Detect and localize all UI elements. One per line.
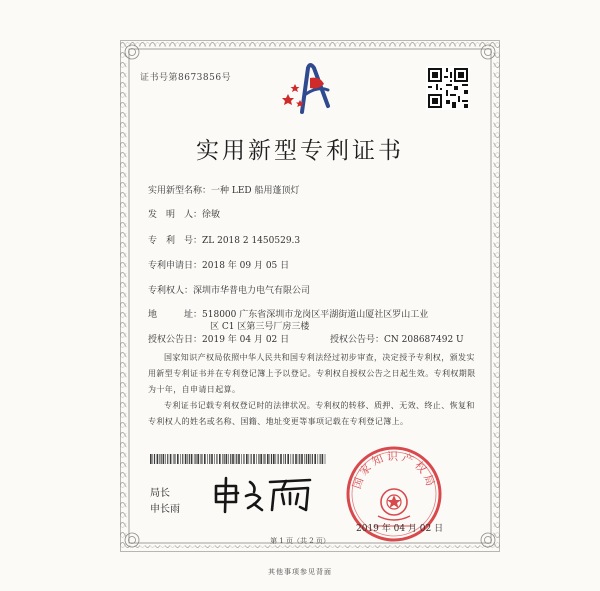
seal-date: 2019 年 04 月 02 日 (356, 524, 444, 534)
field-value: 区 C1 区第三号厂房三楼 (210, 322, 310, 332)
field-value: ZL 2018 2 1450529.3 (202, 236, 301, 246)
field-value: 2018 年 09 月 05 日 (202, 261, 290, 271)
field-inventor (148, 207, 220, 220)
signature-name: 申长雨 (150, 504, 180, 515)
field-label: 发 明 人： (148, 210, 203, 220)
field-label: 实用新型名称： (148, 186, 212, 196)
certificate-title: 实用新型专利证书 (196, 138, 404, 164)
signature-role-title: 局长 (150, 488, 170, 499)
field-label: 专 利 号： (148, 236, 203, 246)
certificate-number: 证书号第8673856号 (140, 73, 232, 83)
field-value: CN 208687492 U (384, 335, 464, 345)
field-address-line-2 (210, 319, 309, 332)
field-value: 一种 LED 船用蓬顶灯 (211, 186, 300, 196)
cnipa-logo-icon (280, 58, 340, 118)
back-note: 其他事项参见背面 (268, 568, 332, 576)
field-label: 专利申请日： (148, 261, 203, 271)
field-label: 地 址： (148, 310, 203, 320)
field-application-date (148, 258, 289, 271)
field-value: 2019 年 04 月 02 日 (202, 335, 290, 345)
svg-text:国家知识产权局 (350, 450, 438, 491)
field-utility-model-name (148, 183, 300, 196)
field-patent-number (148, 233, 300, 246)
field-value: 深圳市华普电力电气有限公司 (193, 286, 311, 296)
notice-paragraph-1: 国家知识产权局依照中华人民共和国专利法经过初步审查，决定授予专利权，颁发实用新型专利证书并在专利登记簿上予以登记。专利权自授权公告之日起生效。专利权期限为十年，自申请日起算。 (148, 353, 476, 394)
qr-code-icon (426, 66, 470, 110)
handwritten-signature-icon (210, 474, 320, 514)
field-value: 徐敏 (202, 210, 221, 220)
notice-paragraph-2: 专利证书记载专利权登记时的法律状况。专利权的转移、质押、无效、终止、恢复和专利权人的姓名或名称、国籍、地址变更等事项记载在专利登记簿上。 (148, 401, 475, 426)
field-patentee (148, 283, 310, 296)
seal-text: 国家知识产权局 (350, 450, 438, 491)
field-label: 专利权人： (148, 286, 194, 296)
field-grant-number (330, 332, 464, 345)
field-value: 518000 广东省深圳市龙岗区平湖街道山厦社区罗山工业 (202, 310, 429, 320)
page-number: 第 1 页（共 2 页） (270, 537, 330, 545)
field-label: 授权公告号： (330, 335, 385, 345)
field-grant-date (148, 332, 289, 345)
barcode-icon (150, 454, 328, 464)
field-label: 授权公告日： (148, 335, 203, 345)
